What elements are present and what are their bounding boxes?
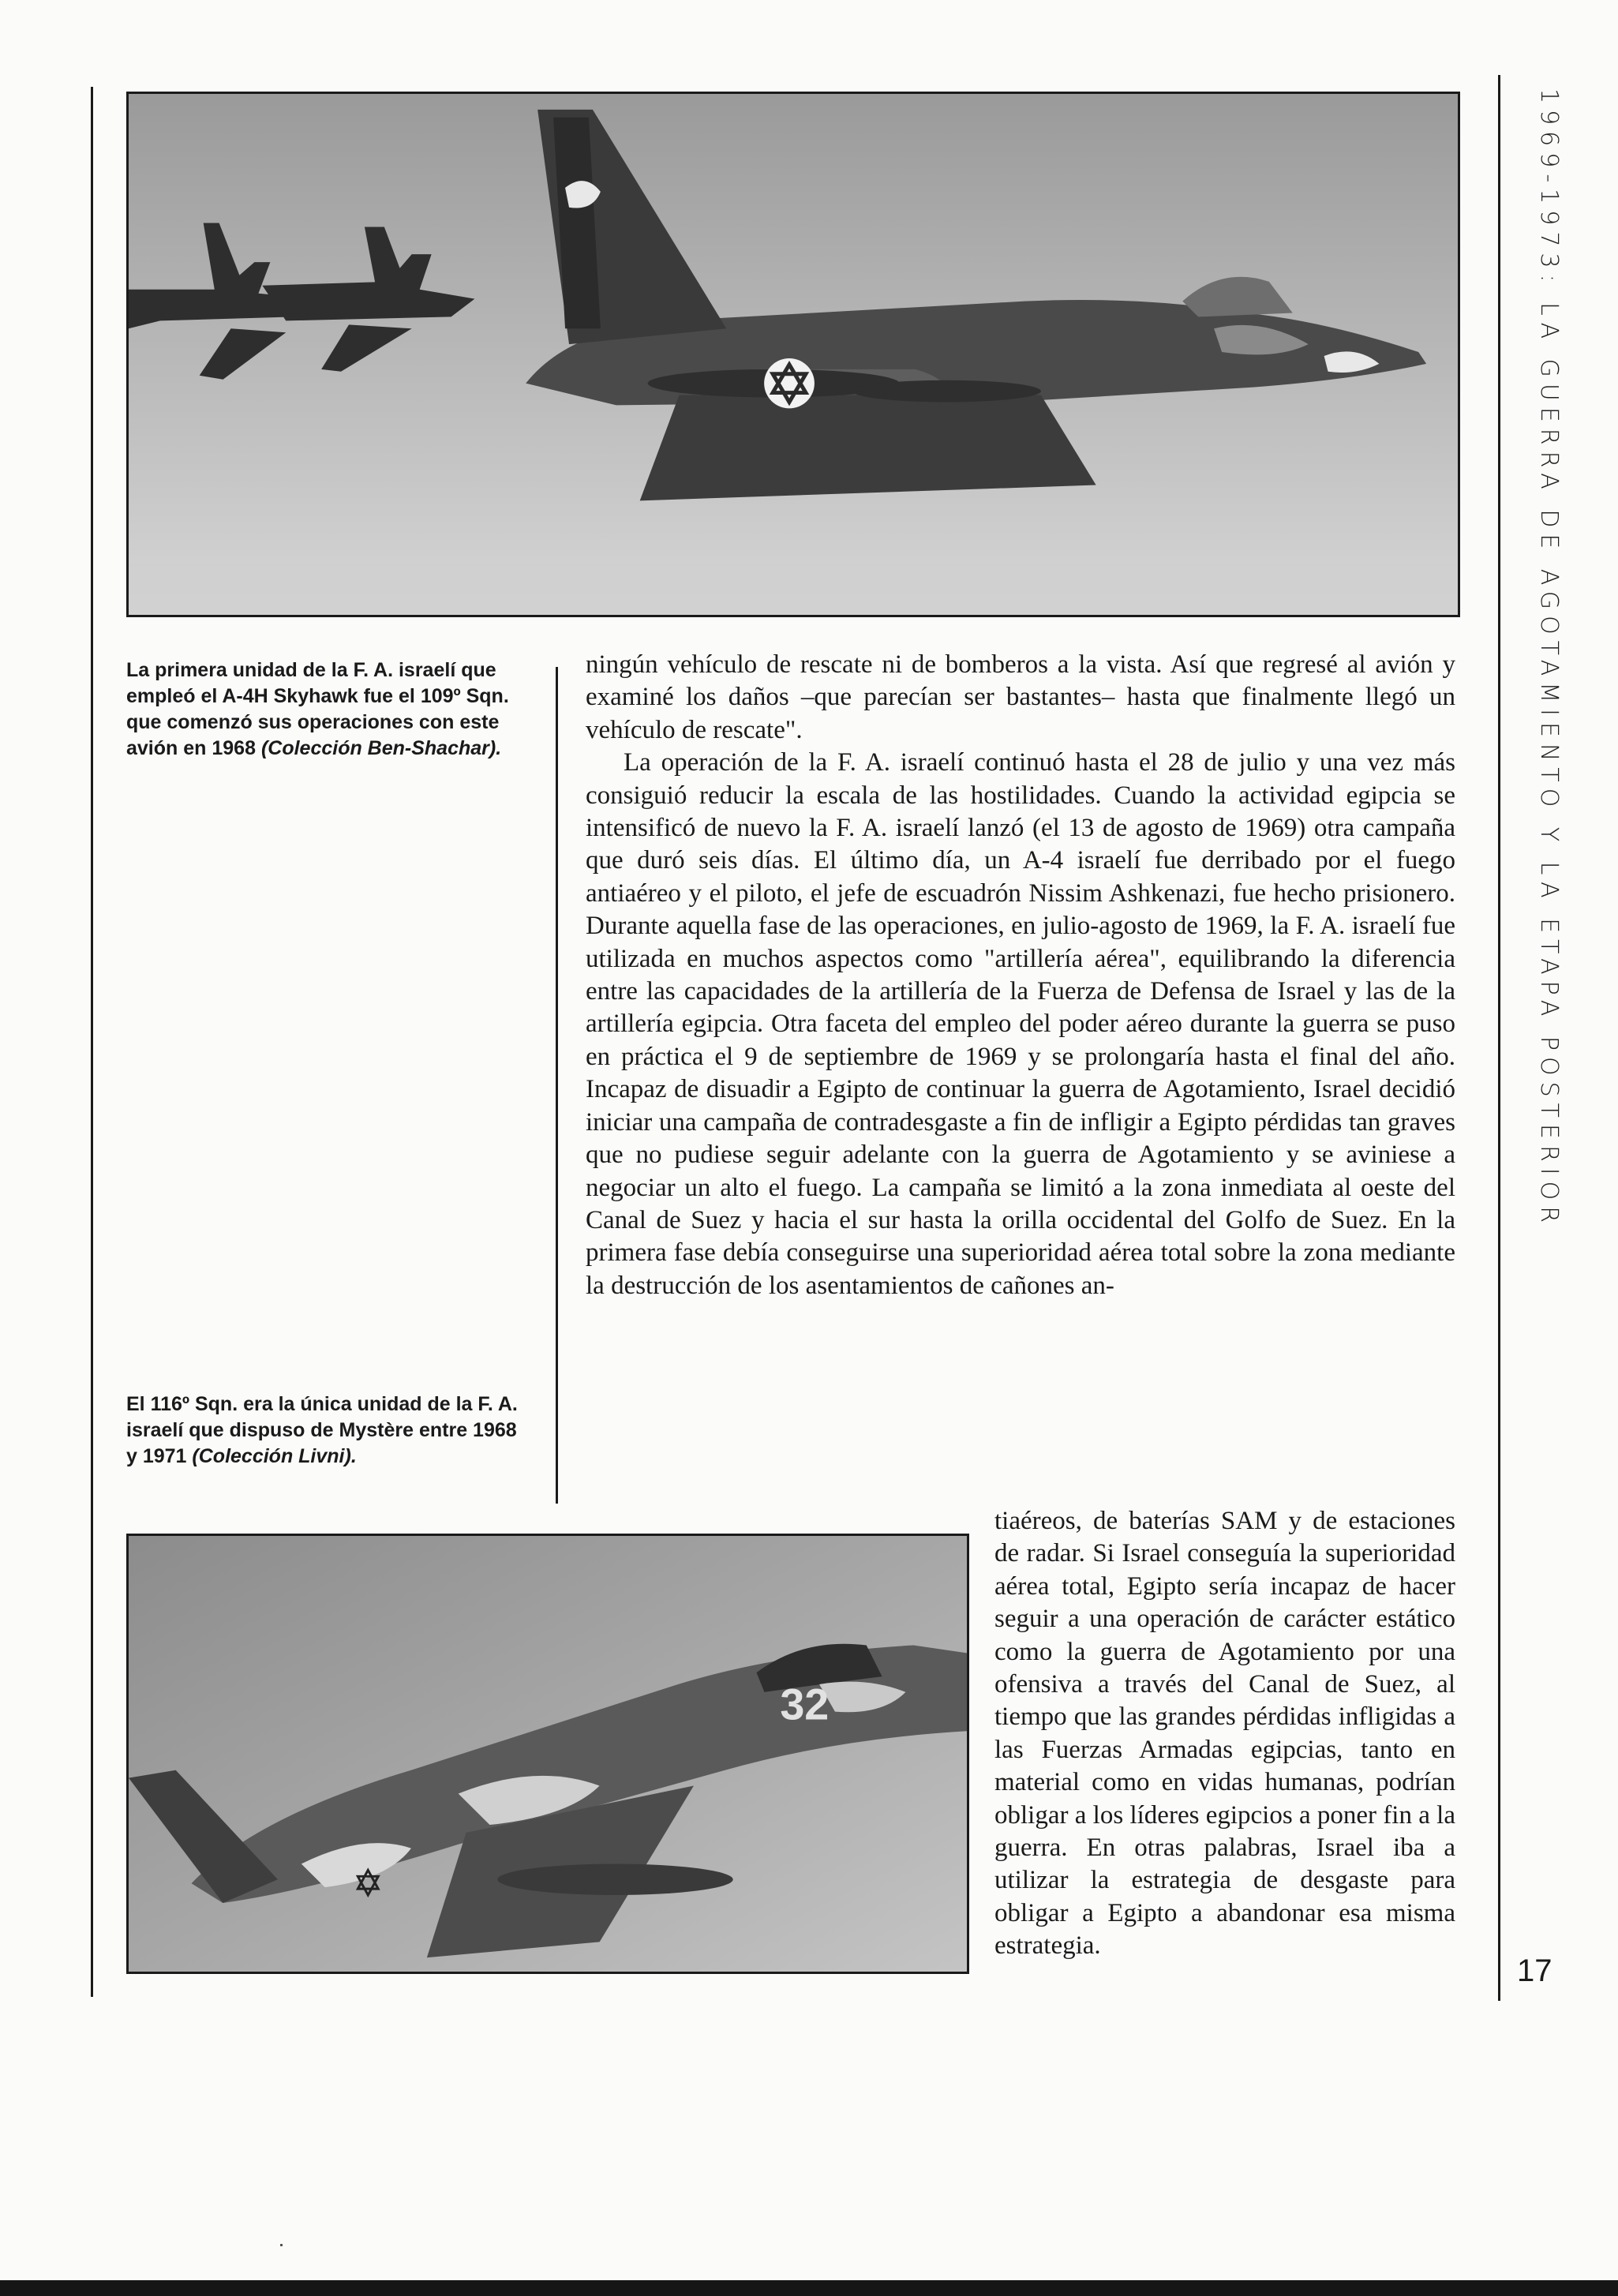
skyhawk-caption [126, 657, 521, 762]
mystere-caption [126, 1391, 521, 1470]
skyhawk-caption-source: (Colección Ben-Shachar). [260, 737, 502, 759]
running-head: 1969-1973: LA GUERRA DE AGOTAMIENTO Y LA ETAPA POSTERIOR [1535, 88, 1563, 1230]
body-paragraph-2: La operación de la F. A. israelí continuó hasta el 28 de julio y una vez más consiguió reducir la escala de las hostilidades. Cuando la actividad egipcia se intensificó de nuevo la F. A. israelí lanzó (el 13 de agosto de 1969) otra campaña que duró seis días. El último día, un A-4 israelí fue derribado por el fuego antiaéreo y el piloto, el jefe de escuadrón Nissim Ashkenazi, fue hecho prisionero. Durante aquella fase de las operaciones, en julio-agosto de 1969, la F. A. israelí fue utilizada en muchos aspectos como "artillería aérea", equilibrando la diferencia entre las capacidades de la artillería de la Fuerza de Defensa de Israel y las de la artillería egipcia. Otra faceta del empleo del poder aéreo durante la guerra se puso en práctica el 9 de septiembre de 1969 y se prolongaría hasta el final del año. Incapaz de disuadir a Egipto de continuar la guerra de Agotamiento, Israel decidió iniciar una campaña de contradesgaste a fin de infligir a Egipto pérdidas tan graves que no pudiese seguir adelante con la guerra de Agotamiento y se aviniese a negociar un alto el fuego. La campaña se limitó a la zona inmediata al oeste del Canal de Suez y hacia el sur hasta la orilla occidental del Golfo de Suez. En la primera fase debía conseguirse una superioridad aérea total sobre la zona mediante la destrucción de los asentamientos de cañones an- [586, 748, 1455, 1300]
right-margin-rule [1498, 75, 1500, 2001]
mystere-caption-source: (Colección Livni). [192, 1445, 357, 1467]
page-number: 17 [1517, 1953, 1552, 1988]
main-text-column [586, 649, 1455, 1302]
narrow-text-column [994, 1505, 1455, 1963]
body-paragraph-1: ningún vehículo de rescate ni de bomberos a la vista. Así que regresé al avión y examiné los daños –que parecían ser bastantes– hasta que finalmente llegó un vehículo de rescate". [586, 650, 1455, 744]
mystere-caption-text: El 116º Sqn. era la única unidad de la F. A. israelí que dispuso de Mystère entre 1968 y 1971 [126, 1393, 518, 1467]
body-paragraph-2-continued: tiaéreos, de baterías SAM y de estaciones de radar. Si Israel conseguía la superioridad aérea total, Egipto sería incapaz de hacer seguir a una operación de carácter estático como la guerra de Agotamiento por una ofensiva a través del Canal de Suez, al tiempo que las grandes pérdidas infligidas a las Fuerzas Armadas egipcias, tanto en material como en vidas humanas, podrían obligar a los líderes egipcios a poner fin a la guerra. En otras palabras, Israel iba a utilizar la estrategia de desgaste para obligar a Egipto a abandonar esa misma estrategia. [994, 1507, 1455, 1961]
scan-bottom-edge [0, 2280, 1618, 2296]
skyhawk-caption-text: La primera unidad de la F. A. israelí que empleó el A-4H Skyhawk fue el 109º Sqn. que comenzó sus operaciones con este avión en 1968 [126, 659, 509, 759]
left-margin-rule [91, 87, 93, 1997]
mystere-photo-image [129, 1536, 967, 1972]
scan-speck [280, 2244, 283, 2246]
skyhawk-photo-image [129, 94, 1458, 615]
mystere-tail-number: 32 [780, 1680, 830, 1729]
caption-column-rule [556, 667, 558, 1504]
mystere-photo [126, 1534, 969, 1974]
skyhawk-photo [126, 92, 1460, 617]
